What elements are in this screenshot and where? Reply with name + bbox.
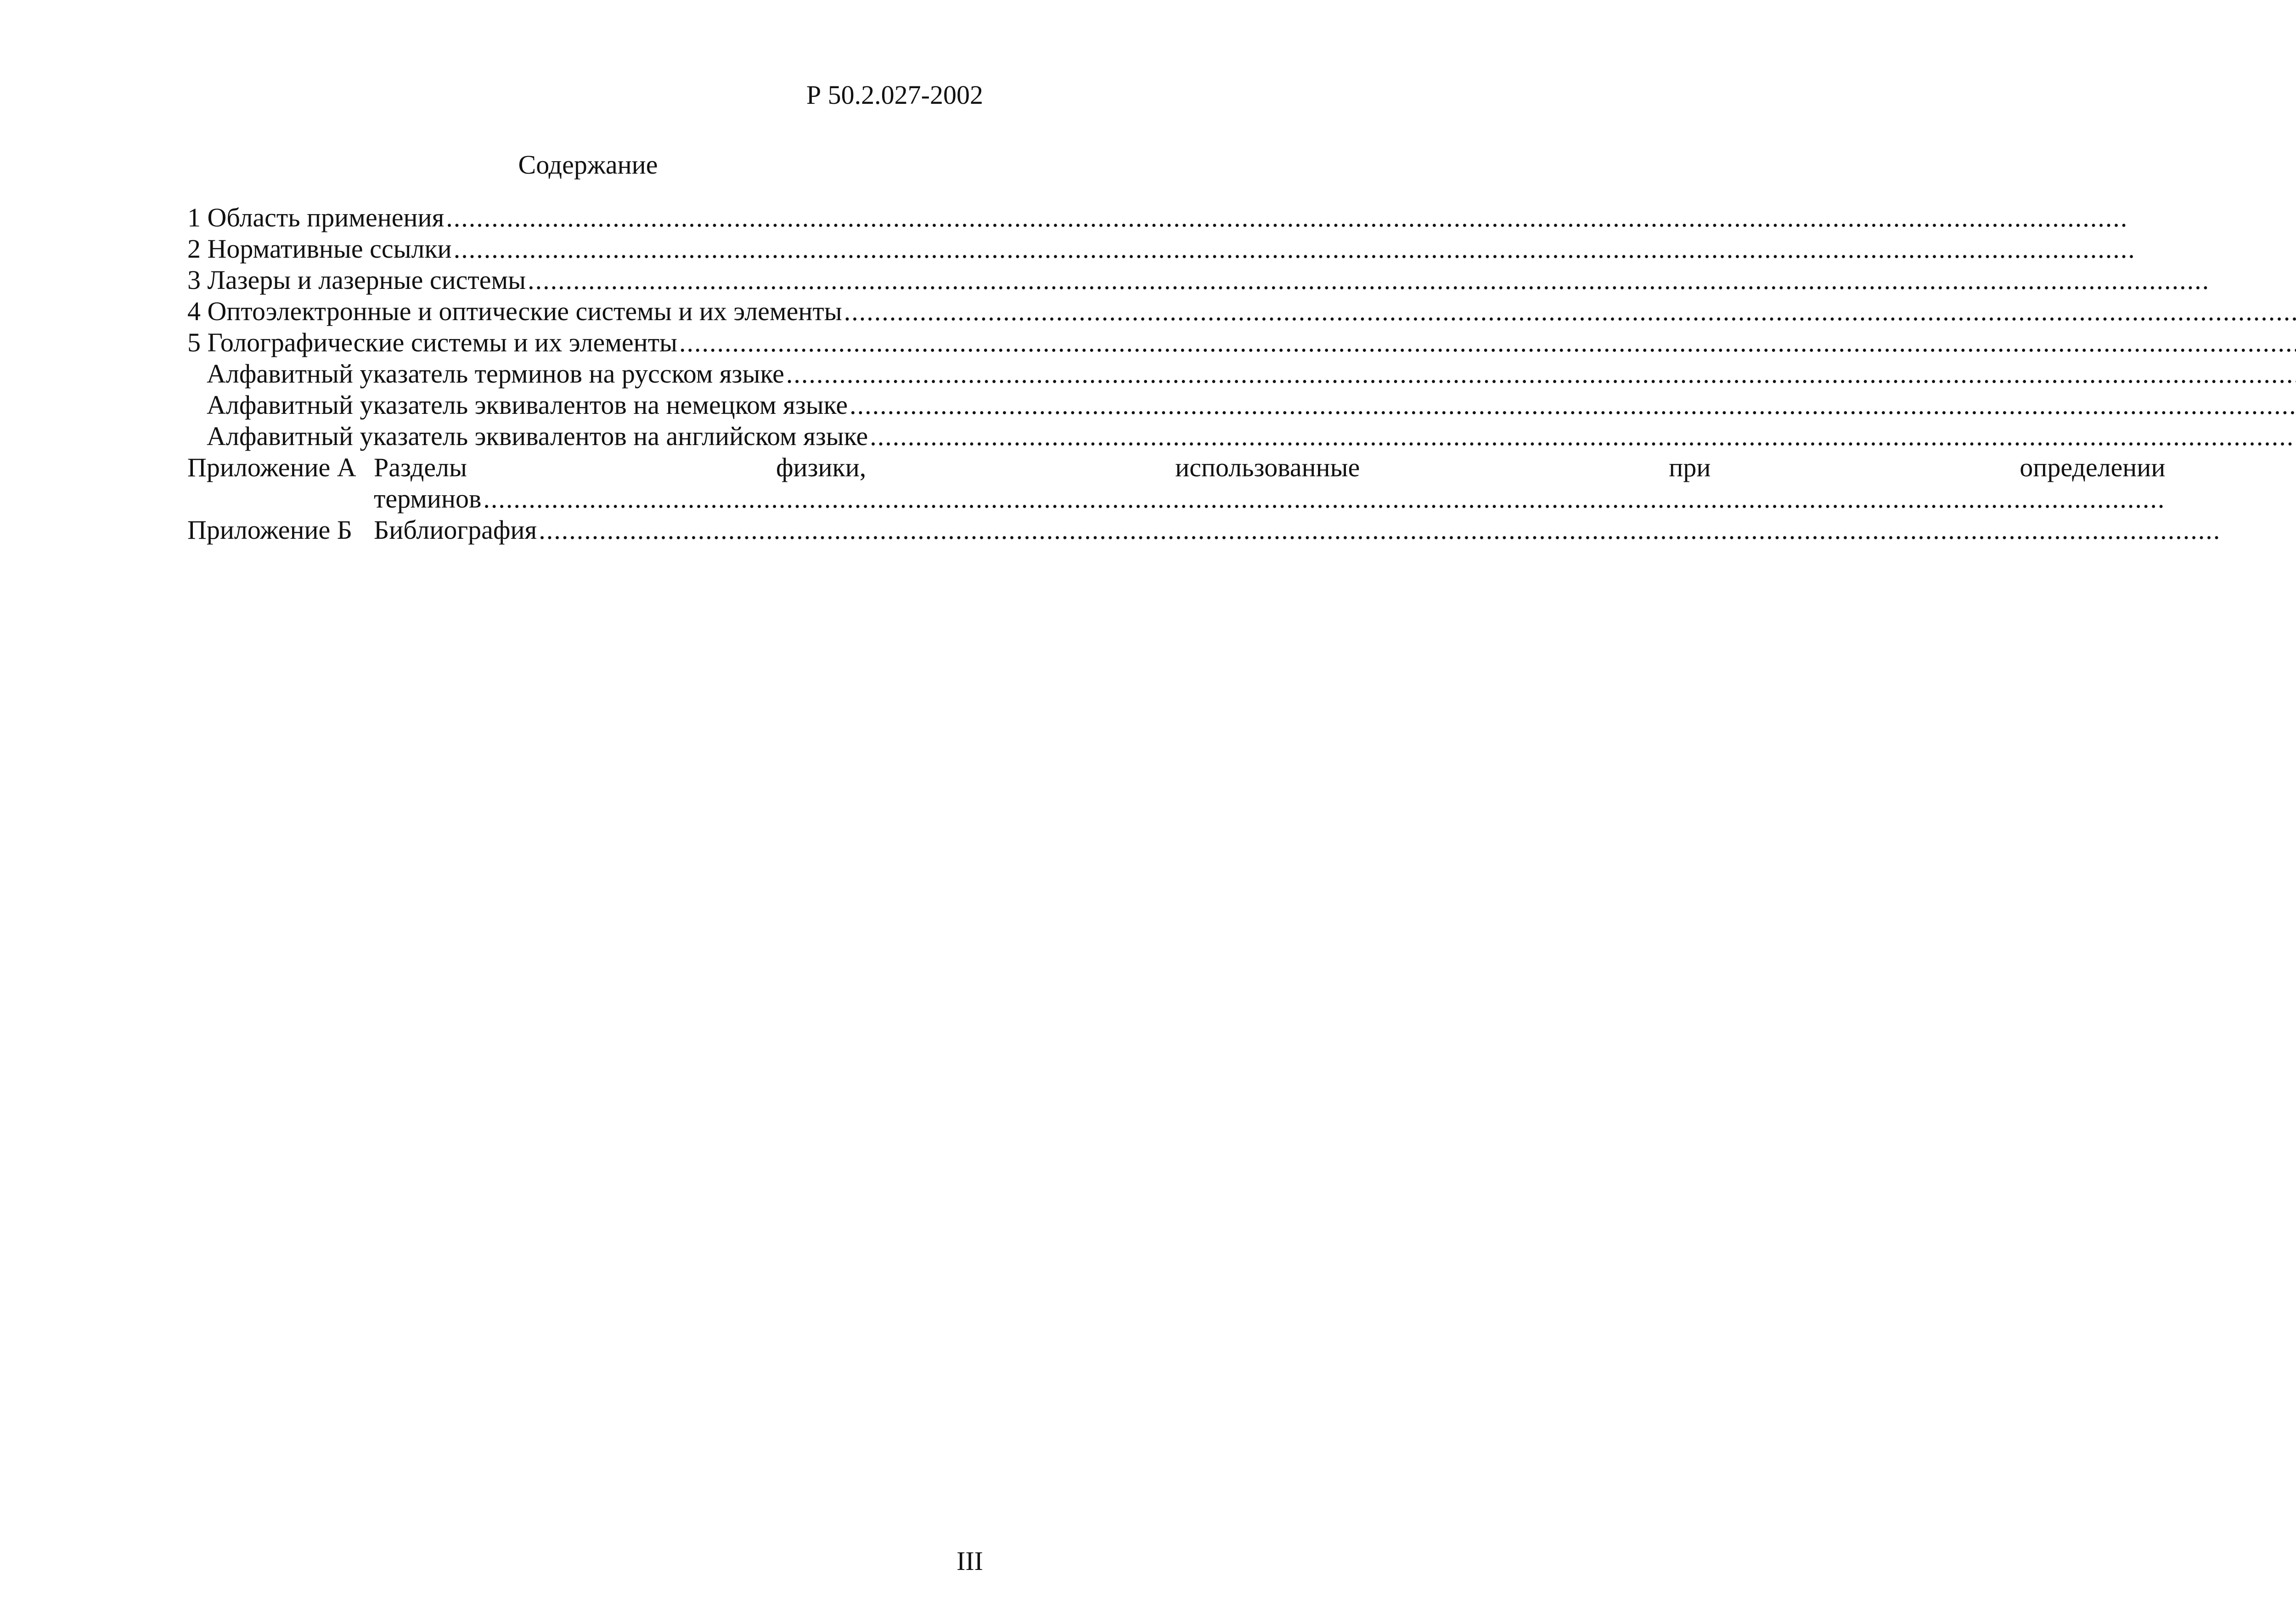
- toc-entry-scope: [187, 202, 985, 233]
- leader-dots: [444, 202, 2128, 233]
- leader-dots: [842, 296, 2296, 327]
- toc-entry-text: 4 Оптоэлектронные и оптические системы и их элементы: [187, 296, 842, 326]
- leader-dots: [784, 358, 2296, 389]
- document-code: Р 50.2.027-2002: [806, 80, 983, 110]
- appendix-body: [374, 452, 2165, 514]
- toc-entry-index-russian: [187, 358, 985, 389]
- toc-entry-text: 2 Нормативные ссылки: [187, 234, 452, 264]
- leader-dots: [452, 233, 2136, 265]
- leader-dots: [868, 421, 2296, 452]
- page-number: III: [957, 1546, 983, 1576]
- toc-entry-text: Алфавитный указатель эквивалентов на немецком языке: [207, 390, 848, 420]
- leader-dots: [481, 483, 2165, 514]
- toc-entry-optoelectronic: [187, 296, 985, 327]
- appendix-body: [374, 514, 2221, 546]
- toc-entry-references: [187, 233, 985, 265]
- leader-dots: [848, 389, 2296, 421]
- leader-dots: [526, 265, 2210, 296]
- toc-title: Содержание: [518, 150, 658, 180]
- toc-entry-text: 5 Голографические системы и их элементы: [187, 327, 678, 357]
- toc-entry-lasers: [187, 265, 985, 296]
- appendix-label: Приложение Б: [187, 515, 353, 545]
- appendix-title-line: Разделы физики, использованные при определении: [374, 452, 2166, 482]
- appendix-title-row: [374, 514, 2221, 546]
- toc-entry-holographic: [187, 327, 985, 358]
- table-of-contents: [187, 202, 2166, 546]
- toc-entry-text: Алфавитный указатель эквивалентов на английском языке: [207, 421, 868, 451]
- toc-entry-text: Библиография: [374, 515, 537, 545]
- toc-entry-appendix-a: [187, 452, 2166, 514]
- leader-dots: [677, 327, 2296, 358]
- toc-entry-text: терминов: [374, 484, 482, 514]
- toc-entry-text: 3 Лазеры и лазерные системы: [187, 265, 526, 295]
- toc-entry-index-german: [187, 389, 985, 421]
- appendix-title-continuation: [374, 483, 2165, 514]
- toc-entry-index-english: [187, 421, 985, 452]
- toc-entry-text: Алфавитный указатель терминов на русском языке: [207, 359, 784, 389]
- toc-entry-appendix-b: [187, 514, 985, 546]
- appendix-label: Приложение А: [187, 452, 356, 482]
- leader-dots: [537, 514, 2221, 546]
- toc-entry-text: 1 Область применения: [187, 203, 445, 232]
